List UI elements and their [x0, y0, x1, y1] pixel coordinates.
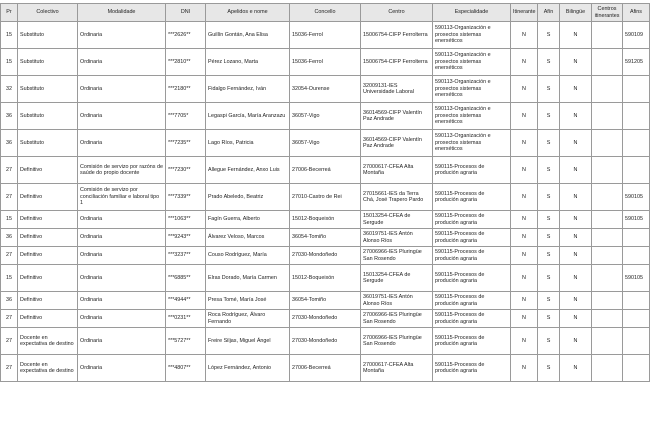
cell-centros-itinerantes — [592, 328, 623, 355]
table-row — [1, 76, 650, 103]
column-header-dni: DNI — [166, 4, 206, 22]
cell-modalidade: Ordinaria — [78, 328, 166, 355]
cell-modalidade: Ordinaria — [78, 130, 166, 157]
cell-afins: 590105 — [623, 211, 650, 229]
cell-dni: ***7705* — [166, 103, 206, 130]
cell-afin: S — [538, 22, 560, 49]
cell-pr: 27 — [1, 328, 18, 355]
column-header-apelidos-e-nome: Apelidos e nome — [206, 4, 290, 22]
cell-pr: 15 — [1, 49, 18, 76]
cell-pr: 36 — [1, 130, 18, 157]
cell-afins — [623, 310, 650, 328]
cell-modalidade: Ordinaria — [78, 76, 166, 103]
cell-especialidade: 590115-Procesos de produción agraria — [433, 211, 511, 229]
table-row — [1, 310, 650, 328]
column-header-modalidade: Modalidade — [78, 4, 166, 22]
header-row — [1, 4, 650, 22]
cell-afins — [623, 247, 650, 265]
table-row — [1, 103, 650, 130]
cell-bilingue: N — [560, 130, 592, 157]
cell-especialidade: 590113-Organización e proxectos sistemas enerxéticos — [433, 49, 511, 76]
cell-centros-itinerantes — [592, 76, 623, 103]
cell-bilingue: N — [560, 265, 592, 292]
cell-apelidos-e-nome: Lago Ríos, Patricia — [206, 130, 290, 157]
cell-colectivo: Substituto — [18, 76, 78, 103]
cell-dni: ***9243** — [166, 229, 206, 247]
cell-concello: 27030-Mondoñedo — [290, 247, 361, 265]
cell-afins: 590105 — [623, 184, 650, 211]
table-row — [1, 49, 650, 76]
cell-modalidade: Ordinaria — [78, 103, 166, 130]
cell-especialidade: 590115-Procesos de produción agraria — [433, 310, 511, 328]
cell-apelidos-e-nome: Guillín Gontán, Ana Elisa — [206, 22, 290, 49]
cell-colectivo: Definitivo — [18, 211, 78, 229]
cell-bilingue: N — [560, 328, 592, 355]
cell-itinerante: N — [511, 247, 538, 265]
cell-centro: 32009131-IES Universidade Laboral — [361, 76, 433, 103]
cell-concello: 27006-Becerreá — [290, 355, 361, 382]
cell-colectivo: Definitivo — [18, 184, 78, 211]
cell-modalidade: Ordinaria — [78, 229, 166, 247]
cell-itinerante: N — [511, 355, 538, 382]
cell-bilingue: N — [560, 229, 592, 247]
cell-afin: S — [538, 184, 560, 211]
cell-itinerante: N — [511, 211, 538, 229]
cell-centro: 15006754-CIFP Ferrolterra — [361, 49, 433, 76]
cell-afins — [623, 130, 650, 157]
table-row — [1, 22, 650, 49]
cell-especialidade: 590113-Organización e proxectos sistemas enerxéticos — [433, 76, 511, 103]
cell-colectivo: Definitivo — [18, 247, 78, 265]
cell-modalidade: Ordinaria — [78, 355, 166, 382]
column-header-afin: Afín — [538, 4, 560, 22]
cell-apelidos-e-nome: Fidalgo Fernández, Iván — [206, 76, 290, 103]
cell-apelidos-e-nome: Freire Siljas, Miguel Ángel — [206, 328, 290, 355]
cell-centros-itinerantes — [592, 292, 623, 310]
cell-itinerante: N — [511, 49, 538, 76]
cell-modalidade: Ordinaria — [78, 265, 166, 292]
cell-centro: 27006966-IES Pluringüe San Rosendo — [361, 328, 433, 355]
cell-especialidade: 590113-Organización e proxectos sistemas enerxéticos — [433, 103, 511, 130]
cell-afins — [623, 355, 650, 382]
cell-concello: 27010-Castro de Rei — [290, 184, 361, 211]
cell-colectivo: Definitivo — [18, 265, 78, 292]
cell-centros-itinerantes — [592, 130, 623, 157]
cell-especialidade: 590113-Organización e proxectos sistemas enerxéticos — [433, 130, 511, 157]
cell-pr: 15 — [1, 22, 18, 49]
table-row — [1, 328, 650, 355]
cell-colectivo: Substituto — [18, 103, 78, 130]
cell-centro: 36019751-IES Antón Alonso Ríos — [361, 292, 433, 310]
cell-concello: 36054-Tomiño — [290, 229, 361, 247]
cell-itinerante: N — [511, 130, 538, 157]
cell-modalidade: Ordinaria — [78, 49, 166, 76]
cell-modalidade: Ordinaria — [78, 211, 166, 229]
cell-centros-itinerantes — [592, 184, 623, 211]
cell-apelidos-e-nome: Prado Abeledo, Beatriz — [206, 184, 290, 211]
cell-centro: 27015661-IES da Terra Chá, José Trapero Pardo — [361, 184, 433, 211]
cell-especialidade: 590115-Procesos de produción agraria — [433, 184, 511, 211]
cell-afins: 590109 — [623, 22, 650, 49]
cell-bilingue: N — [560, 355, 592, 382]
cell-bilingue: N — [560, 103, 592, 130]
cell-especialidade: 590115-Procesos de produción agraria — [433, 157, 511, 184]
table-row — [1, 157, 650, 184]
cell-afins — [623, 229, 650, 247]
cell-colectivo: Substituto — [18, 130, 78, 157]
cell-apelidos-e-nome: López Fernández, Antonio — [206, 355, 290, 382]
cell-pr: 27 — [1, 355, 18, 382]
cell-bilingue: N — [560, 310, 592, 328]
cell-dni: ***1063** — [166, 211, 206, 229]
cell-centro: 27006966-IES Pluringüe San Rosendo — [361, 247, 433, 265]
cell-concello: 15012-Boqueixón — [290, 265, 361, 292]
cell-pr: 32 — [1, 76, 18, 103]
cell-afin: S — [538, 76, 560, 103]
column-header-bilingue: Bilingüe — [560, 4, 592, 22]
cell-itinerante: N — [511, 310, 538, 328]
cell-modalidade: Ordinaria — [78, 292, 166, 310]
cell-modalidade: Comisión de servizo por conciliación familiar e laboral tipo 1 — [78, 184, 166, 211]
column-header-especialidade: Especialidade — [433, 4, 511, 22]
table-row — [1, 292, 650, 310]
cell-centros-itinerantes — [592, 22, 623, 49]
cell-afins: 591205 — [623, 49, 650, 76]
cell-itinerante: N — [511, 76, 538, 103]
table-row — [1, 247, 650, 265]
cell-apelidos-e-nome: Roca Rodríguez, Álvaro Fernando — [206, 310, 290, 328]
cell-afins: 590105 — [623, 265, 650, 292]
table-row — [1, 130, 650, 157]
cell-afin: S — [538, 49, 560, 76]
cell-apelidos-e-nome: Couso Rodríguez, María — [206, 247, 290, 265]
table-body — [1, 22, 650, 382]
cell-concello: 15036-Ferrol — [290, 49, 361, 76]
cell-bilingue: N — [560, 49, 592, 76]
cell-concello: 32054-Ourense — [290, 76, 361, 103]
cell-centro: 36019751-IES Antón Alonso Ríos — [361, 229, 433, 247]
cell-centros-itinerantes — [592, 211, 623, 229]
cell-centro: 15013254-CFEA de Sergude — [361, 211, 433, 229]
cell-centros-itinerantes — [592, 103, 623, 130]
cell-modalidade: Ordinaria — [78, 22, 166, 49]
cell-dni: ***3237** — [166, 247, 206, 265]
cell-concello: 27030-Mondoñedo — [290, 328, 361, 355]
cell-centro: 36014569-CIFP Valentín Paz Andrade — [361, 103, 433, 130]
cell-centros-itinerantes — [592, 247, 623, 265]
cell-afin: S — [538, 211, 560, 229]
cell-centro: 27000617-CFEA Alta Montaña — [361, 157, 433, 184]
cell-bilingue: N — [560, 184, 592, 211]
cell-dni: ***2626** — [166, 22, 206, 49]
cell-colectivo: Definitivo — [18, 310, 78, 328]
cell-pr: 27 — [1, 184, 18, 211]
cell-apelidos-e-nome: Elras Dorado, María Carmen — [206, 265, 290, 292]
cell-centros-itinerantes — [592, 355, 623, 382]
cell-pr: 27 — [1, 247, 18, 265]
cell-afin: S — [538, 265, 560, 292]
cell-afin: S — [538, 157, 560, 184]
cell-apelidos-e-nome: Pérez Lozano, Marta — [206, 49, 290, 76]
cell-apelidos-e-nome: Legaspi García, María Aranzazu — [206, 103, 290, 130]
cell-bilingue: N — [560, 157, 592, 184]
cell-dni: ***6885** — [166, 265, 206, 292]
cell-itinerante: N — [511, 184, 538, 211]
cell-apelidos-e-nome: Fagín Guerra, Alberto — [206, 211, 290, 229]
cell-dni: ***7339** — [166, 184, 206, 211]
cell-especialidade: 590115-Procesos de produción agraria — [433, 229, 511, 247]
cell-pr: 36 — [1, 292, 18, 310]
cell-afins — [623, 157, 650, 184]
cell-pr: 15 — [1, 211, 18, 229]
cell-dni: ***7230** — [166, 157, 206, 184]
cell-colectivo: Docente en expectativa de destino — [18, 355, 78, 382]
cell-bilingue: N — [560, 22, 592, 49]
cell-itinerante: N — [511, 265, 538, 292]
column-header-itinerante: Itinerante — [511, 4, 538, 22]
table-row — [1, 211, 650, 229]
table-row — [1, 265, 650, 292]
cell-concello: 15012-Boqueixón — [290, 211, 361, 229]
column-header-colectivo: Colectivo — [18, 4, 78, 22]
cell-pr: 27 — [1, 157, 18, 184]
cell-apelidos-e-nome: Álvarez Veloso, Marcos — [206, 229, 290, 247]
cell-concello: 27006-Becerreá — [290, 157, 361, 184]
cell-colectivo: Definitivo — [18, 157, 78, 184]
cell-centros-itinerantes — [592, 310, 623, 328]
cell-pr: 36 — [1, 103, 18, 130]
cell-concello: 36057-Vigo — [290, 130, 361, 157]
column-header-pr: Pr — [1, 4, 18, 22]
table-row — [1, 355, 650, 382]
cell-itinerante: N — [511, 292, 538, 310]
cell-afin: S — [538, 130, 560, 157]
cell-apelidos-e-nome: Allegue Fernández, Anxo Luis — [206, 157, 290, 184]
cell-afins — [623, 103, 650, 130]
table-row — [1, 184, 650, 211]
cell-bilingue: N — [560, 211, 592, 229]
cell-colectivo: Definitivo — [18, 229, 78, 247]
cell-centro: 27006966-IES Pluringüe San Rosendo — [361, 310, 433, 328]
cell-centro: 27000617-CFEA Alta Montaña — [361, 355, 433, 382]
cell-especialidade: 590113-Organización e proxectos sistemas enerxéticos — [433, 22, 511, 49]
cell-dni: ***5727** — [166, 328, 206, 355]
cell-colectivo: Docente en expectativa de destino — [18, 328, 78, 355]
cell-dni: ***7235** — [166, 130, 206, 157]
cell-centros-itinerantes — [592, 157, 623, 184]
column-header-centros-itinerantes: Centros itinerantes — [592, 4, 623, 22]
table-row — [1, 229, 650, 247]
cell-pr: 36 — [1, 229, 18, 247]
cell-especialidade: 590115-Procesos de produción agraria — [433, 328, 511, 355]
cell-itinerante: N — [511, 22, 538, 49]
cell-concello: 15036-Ferrol — [290, 22, 361, 49]
cell-bilingue: N — [560, 247, 592, 265]
cell-afin: S — [538, 247, 560, 265]
cell-centros-itinerantes — [592, 265, 623, 292]
cell-colectivo: Definitivo — [18, 292, 78, 310]
cell-afin: S — [538, 310, 560, 328]
cell-bilingue: N — [560, 292, 592, 310]
cell-especialidade: 590115-Procesos de produción agraria — [433, 247, 511, 265]
column-header-concello: Concello — [290, 4, 361, 22]
cell-dni: ***2810** — [166, 49, 206, 76]
cell-especialidade: 590115-Procesos de produción agraria — [433, 355, 511, 382]
cell-modalidade: Ordinaria — [78, 247, 166, 265]
cell-pr: 27 — [1, 310, 18, 328]
cell-concello: 36057-Vigo — [290, 103, 361, 130]
cell-modalidade: Comisión de servizo por razóns de saúde do propio docente — [78, 157, 166, 184]
cell-centro: 36014569-CIFP Valentín Paz Andrade — [361, 130, 433, 157]
cell-afins — [623, 76, 650, 103]
cell-centro: 15006754-CIFP Ferrolterra — [361, 22, 433, 49]
cell-itinerante: N — [511, 103, 538, 130]
cell-afins — [623, 328, 650, 355]
cell-afin: S — [538, 103, 560, 130]
cell-concello: 27030-Mondoñedo — [290, 310, 361, 328]
cell-afin: S — [538, 229, 560, 247]
cell-itinerante: N — [511, 229, 538, 247]
cell-centros-itinerantes — [592, 229, 623, 247]
cell-afin: S — [538, 328, 560, 355]
cell-afin: S — [538, 292, 560, 310]
cell-dni: ***4807** — [166, 355, 206, 382]
cell-afins — [623, 292, 650, 310]
cell-colectivo: Substituto — [18, 22, 78, 49]
cell-especialidade: 590115-Procesos de produción agraria — [433, 265, 511, 292]
cell-dni: ***4944** — [166, 292, 206, 310]
cell-especialidade: 590115-Procesos de produción agraria — [433, 292, 511, 310]
cell-afin: S — [538, 355, 560, 382]
cell-concello: 36054-Tomiño — [290, 292, 361, 310]
cell-bilingue: N — [560, 76, 592, 103]
cell-modalidade: Ordinaria — [78, 310, 166, 328]
column-header-afins: Afins — [623, 4, 650, 22]
cell-dni: ***0231** — [166, 310, 206, 328]
allocation-table — [0, 3, 650, 382]
column-header-centro: Centro — [361, 4, 433, 22]
cell-dni: ***2180** — [166, 76, 206, 103]
cell-centro: 15013254-CFEA de Sergude — [361, 265, 433, 292]
cell-itinerante: N — [511, 328, 538, 355]
cell-apelidos-e-nome: Presa Tomé, María José — [206, 292, 290, 310]
cell-pr: 15 — [1, 265, 18, 292]
cell-colectivo: Substituto — [18, 49, 78, 76]
cell-itinerante: N — [511, 157, 538, 184]
cell-centros-itinerantes — [592, 49, 623, 76]
